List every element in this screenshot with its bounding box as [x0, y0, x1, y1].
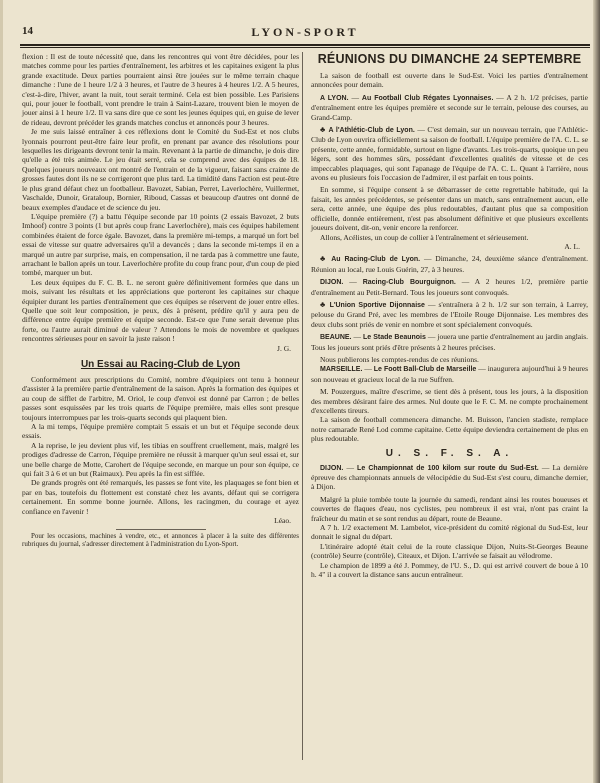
club-name: Le Stade Beaunois — [363, 334, 426, 342]
article-paragraph: Les deux équipes du F. C. B. L. ne seront guère définitivement formées que dans un mois, suivant les résultats et les appréciations que porteront les capitaines sur chaque équipier durant les parties d'entraînement que ces équipes se réservent de jouer entre elles. Quelle que soit leur composition, je peux, dès à présent, prédire qu'il y aura peu de différence entre équipe première et équipe seconde. Est-ce que l'une serait devenue plus forte, ou l'autre aurait diminué de valeur ? Attendons le mois de novembre et quelques rencontres sérieuses pour en savoir la juste raison ! — [22, 277, 299, 344]
item-location: BEAUNE. — [320, 334, 352, 342]
news-paragraph — [311, 495, 588, 523]
item-text: s'entraînera à 2 h. 1/2 sur son terrain, à Larrey, pelouse du Grand Pré, avec les membres de l'Etoile Rouge Dijonnaise. Les membres des deux clubs sont priés de venir en nombre et sont spécialement convoqués. — [311, 299, 589, 329]
essai-paragraph: A la reprise, le jeu devient plus vif, les tibias en souffrent cruellement, mais, malgré les prodiges d'adresse de Carron, l'équipe première ne réussit à marquer qu'un seul essai et, sur une belle charge de Motte, Carohert de l'équipe seconde, en marque un pour son équipe, ce qui fait 3 à 6 et un but (Raimaux). Peu après la fin est sifflée. — [22, 440, 299, 479]
header-rule — [20, 44, 590, 46]
usfsa-list — [311, 463, 588, 580]
item-text: A 2 h. 1/2 précises, partie d'entraînement entre les équipes première et seconde sur le terrain, pelouse des courses, au Grand-Camp. — [311, 92, 588, 122]
page-number: 14 — [22, 25, 33, 37]
item-text: C'est demain, sur un nouveau terrain, que l'Athlétic-Club de Lyon ouvrira officiellement sa saison de football. L'équipe première de l'A. C. L. se présente, cette année, formidable, surtout en ligne d'avants. Les trois-quarts, quoique un peu légers, sont des hommes sûrs, possédant d'excellentes qualités de vitesse et de ces impeccables plaquages, qui sont l'apanage de l'équipe de l'A. C. L. Quant à l'arrière, nous avons eu plusieurs fois l'occasion de l'admirer, il est parfait en tous points. — [311, 125, 589, 183]
item-text: A 2 heures 1/2, première partie d'entraînement au Petit-Bernard. Tous les joueurs sont convoqués. — [311, 277, 588, 297]
item-text: inaugurera aujourd'hui à 9 heures son nouveau et gracieux local de la rue Suffren. — [311, 364, 588, 384]
item-text: La saison de football commencera dimanche. M. Buisson, l'ancien stadiste, remplace notre camarade René Lod comme capitaine. Cette équipe deviendra certainement de plus en plus redoutable. — [311, 415, 588, 444]
page-edge-left — [0, 0, 3, 783]
item-location: DIJON. — [320, 279, 344, 287]
item-signature: A. L. — [564, 241, 580, 251]
club-emblem-icon: ♣ — [320, 125, 329, 135]
club-name: Au Football Club Régates Lyonnaises. — [361, 94, 494, 102]
page-header — [22, 25, 588, 39]
item-text: Le champion de 1899 a été J. Pommey, de l'U. S., D. qui est arrivé couvert de boue à 10 h. 4" il a couvert la distance sans aucun entraîneur. — [311, 560, 588, 580]
footnote-rule — [116, 529, 206, 530]
reunions-intro: La saison de football est ouverte dans le Sud-Est. Voici les parties d'entraînement annoncées pour demain. — [311, 71, 588, 90]
section-title-essai: Un Essai au Racing-Club de Lyon — [80, 359, 241, 370]
section-title-usfsa: U. S. F. S. A. — [385, 447, 514, 459]
club-name: A l'Athlétic-Club de Lyon. — [328, 127, 415, 135]
right-column — [311, 50, 588, 580]
left-column — [22, 52, 299, 549]
section-title-reunions: RÉUNIONS DU DIMANCHE 24 SEPTEMBRE — [317, 52, 582, 66]
essai-paragraph: A la mi temps, l'équipe première comptait 5 essais et un but et l'équipe seconde deux essais. — [22, 422, 299, 441]
item-location: DIJON. — [320, 464, 344, 472]
news-item: ♣ A l'Athlétic-Club de Lyon. — C'est demain, sur un nouveau terrain, que l'Athlétic-Club de Lyon ouvrira officiellement sa saison de football. L'équipe première de l'A. C. L. se présente, cette année, formidable, surtout en ligne d'avants. Les trois-quarts, quoique un peu légers, sont des hommes sûrs, possédant d'excellentes qualités de vitesse et de ces impeccables plaquages, qui sont l'apanage de l'équipe de l'A. C. L. Quant à l'arrière, nous avons eu plusieurs fois l'occasion de l'admirer, il est parfait en tous points. — [311, 125, 589, 183]
club-name: Au Racing-Club de Lyon. — [331, 256, 421, 264]
essai-signature: Léao. — [274, 516, 291, 526]
club-name: Le Foott Ball-Club de Marseille — [373, 366, 477, 374]
news-paragraph — [311, 561, 588, 580]
news-paragraph — [311, 355, 588, 364]
article-paragraph: flexion : Il est de toute nécessité que, dans les rencontres qui vont être décidées, pour les matches comme pour les parties d'entraînement, les arbitres et les capitaines exigent la plus grande exactitude. Deux parties pourraient ainsi être jouées sur le même terrain chaque dimanche : l'une de 1 heure 1/2 à 3 heures, et l'autre de 3 heures à 4 heures 1/2. A 5 heures, c'est-à-dire, l'hiver, avant la nuit, tout serait terminé. Cela est bien possible. Les Parisiens qui, pour jouer le football, vont prendre le train à Saint-Lazare, trouvent bien le moyen de jouer ainsi à 1 heure 1/2. Il va sans dire que ce sont les jeunes équipes qui, en guise de lever de rideau, devront précéder les grands matches conclus et annoncés pour 3 heures. — [22, 52, 299, 127]
news-paragraph — [311, 185, 588, 232]
item-text: Nous publierons les comptes-rendus de ces réunions. — [320, 354, 479, 364]
item-text: A 7 h. 1/2 exactement M. Lambelot, vice-président du comité régional du Sud-Est, leur donnait le signal du départ. — [311, 523, 588, 542]
news-item: BEAUNE. — Le Stade Beaunois — jouera une partie d'entraînement au jardin anglais. Tous les joueurs sont priés d'être présents à 2 heures précises. — [311, 332, 588, 352]
page-edge-right — [593, 0, 600, 783]
item-text: En somme, si l'équipe consent à se débarrasser de cette regrettable habitude, qui la faisait, les années précédentes, se présenter dans un match, sans entraînement aucun, elle sera, cette année, une équipe des plus redoutables, d'autant plus que sa composition officielle, donnée entièrement, n'est pas absolument définitive et que plusieurs excellents joueurs doivent, dit-on, venir encore la renforcer. — [311, 185, 588, 233]
item-text: jouera une partie d'entraînement au jardin anglais. Tous les joueurs sont priés d'être présents à 2 heures précises. — [311, 332, 588, 352]
item-text: M. Pouzergues, maître d'escrime, se tient dès à présent, tous les jours, à la disposition des membres désirant faire des armes. Nul doute que le F. C. M. ne compte prochainement d'excellents tireurs. — [311, 387, 588, 415]
header-rule-thin — [20, 47, 590, 48]
news-item: MARSEILLE. — Le Foott Ball-Club de Marseille — inaugurera aujourd'hui à 9 heures son nouveau et gracieux local de la rue Suffren. — [311, 364, 588, 384]
item-text: Allons, Acélistes, un coup de collier à l'entraînement et sérieusement. — [320, 232, 529, 242]
article-signature: J. G. — [277, 343, 291, 353]
item-text: La dernière épreuve des championnats annuels de vélocipédie du Sud-Est s'est couru, dimanche dernier, à Dijon. — [311, 462, 589, 492]
club-emblem-icon: ♣ — [320, 299, 330, 309]
item-location: MARSEILLE. — [320, 366, 363, 374]
news-item: DIJON. — Racing-Club Bourguignon. — A 2 heures 1/2, première partie d'entraînement au Petit-Bernard. Tous les joueurs sont convoqués. — [311, 277, 588, 297]
column-divider — [302, 52, 303, 760]
essai-paragraph: Conformément aux prescriptions du Comité, nombre d'équipiers ont tenu à honneur d'assister à la première partie d'entraînement de la saison. Après la formation des équipes et au coup de sifflet de l'arbitre, M. Oriol, le coup d'envoi est donné par Carron ; de belles passes sont esquissées par les trois quarts de l'équipe première, mais elles sont presque toujours interrompues par les trois-quarts seconds qui plaquent bien. — [22, 375, 299, 422]
news-paragraph — [311, 523, 588, 542]
footnote: Pour les occasions, machines à vendre, etc., et annonces à placer à la suite des différentes rubriques du journal, s'adresser directement à l'administration du Lyon-Sport. — [22, 531, 299, 549]
journal-title: LYON-SPORT — [251, 25, 359, 39]
club-name: L'Union Sportive Dijonnaise — [329, 301, 425, 309]
reunions-list — [311, 93, 588, 444]
news-paragraph — [311, 542, 588, 561]
item-text: L'itinéraire adopté était celui de la route classique Dijon, Nuits-St-Georges Beaune (contrôle) Seurre (contrôle), Citeaux, et Dijon. L'arrivée se faisait au vélodrome. — [311, 541, 588, 561]
club-emblem-icon: ♣ — [320, 254, 332, 264]
article-paragraph: Je me suis laissé entraîner à ces réflexions dont le Comité du Sud-Est et nos clubs lyonnais pourront peut-être faire leur profit, en prenant par avance des résolutions pour lesquelles les dirigeants devront tenir la main. Revenant à la partie de dimanche, je dois dire qu'elle a été très animée. Le jeu était serré, cela se comprend avec des équipes de 18. Quelques joueurs nouveaux ont montré de l'entrain et de la vigueur, faisant sans crainte de grosses fautes dont ils ne se corrigeront que plus tard. La timidité dans l'action est peut-être le plus grand défaut chez un footballeur. Bavozet, Sabian, Perret, Laverlochère, Vuillermet, Vaschalde, Dunoir, Grataloup, Bornier, Riboud, Cassas et beaucoup d'autres ont donné de beaux exemples d'audace et de science du jeu. — [22, 127, 299, 212]
club-name: Le Championnat de 100 kilom sur route du Sud-Est. — [357, 464, 539, 472]
news-item: ♣ Au Racing-Club de Lyon. — Dimanche, 24, deuxième séance d'entraînement. Réunion au local, rue Louis Guérin, 27, à 3 heures. — [311, 254, 589, 274]
news-item: DIJON. — Le Championnat de 100 kilom sur route du Sud-Est. — La dernière épreuve des championnats annuels de vélocipédie du Sud-Est s'est couru, dimanche dernier, à Dijon. — [311, 462, 589, 492]
item-location: A LYON. — [320, 94, 349, 102]
news-paragraph — [311, 415, 588, 443]
news-paragraph — [311, 387, 588, 415]
article-paragraph: L'équipe première (?) a battu l'équipe seconde par 10 points (2 essais Bavozet, 2 buts Imhoof) contre 3 points (1 but après coup franc Laverlochère), mais ces équipes habilement combinées étaient de force égale. Bavozet, dans la première mi-temps, a marqué un fort bel essai de vitesse sur quatre adversaires qu'il a devancés ; dans la seconde mi-temps il en a marqué un autre par surprise, mais, en compensation, il ne tarda pas à commettre une faute, arrachant le ballon après un tour. Laverlochère profite du coup franc pour, d'un coup de pied tombé, marquer un but. — [22, 211, 299, 278]
news-item: A LYON. — Au Football Club Régates Lyonnaises. — A 2 h. 1/2 précises, partie d'entraînement entre les équipes première et seconde sur le terrain, pelouse des courses, au Grand-Camp. — [311, 92, 588, 122]
news-paragraph — [311, 233, 588, 242]
item-text: Malgré la pluie tombée toute la journée du samedi, rendant ainsi les routes boueuses et couvertes de flaques d'eau, nos cyclistes, peu nombreux il est vrai, n'ont pas craint la fraîcheur du matin et se sont rendus au départ, route de Beaune. — [311, 494, 588, 523]
news-item: ♣ L'Union Sportive Dijonnaise — s'entraînera à 2 h. 1/2 sur son terrain, à Larrey, pelouse du Grand Pré, avec les membres de l'Etoile Rouge Dijonnaise. Les membres des deux clubs sont priés de venir en nombre et sont spécialement convoqués. — [311, 299, 589, 329]
essai-paragraph: De grands progrès ont été remarqués, les passes se font vite, les plaquages se font bien et par en bas, toutefois du flottement est constaté chez les avants, défaut qui se corrigera certainement. En somme bonne journée. Allons, les racingmen, du courage et ayez confiance en l'avenir ! — [22, 478, 299, 516]
club-name: Racing-Club Bourguignon. — [362, 279, 456, 287]
item-text: Dimanche, 24, deuxième séance d'entraînement. Réunion au local, rue Louis Guérin, 27, à 3 heures. — [311, 254, 589, 274]
